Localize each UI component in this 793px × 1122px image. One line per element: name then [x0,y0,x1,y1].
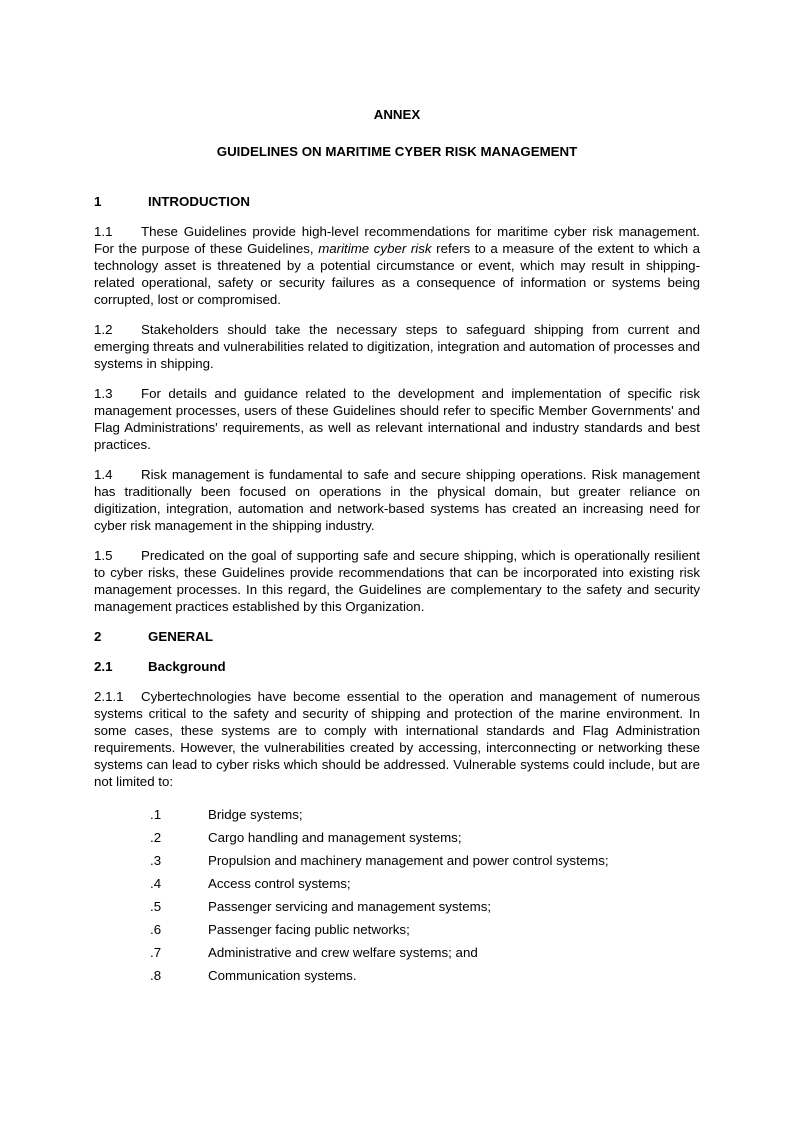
paragraph-1-4 [94,466,700,534]
paragraph-number: 1.5 [94,548,113,563]
paragraph-1-3 [94,385,700,453]
list-item [94,921,700,938]
paragraph-1-2 [94,321,700,372]
list-item-number: .4 [150,876,162,891]
paragraph-text: For details and guidance related to the development and implementation of specific risk management processes, users of these Guidelines should refer to specific Member Governments' and Flag Administrations' requirements, as well as relevant international and industry standards and best practices. [94,386,700,452]
document-title: GUIDELINES ON MARITIME CYBER RISK MANAGEMENT [216,144,578,159]
subsection-number: 2.1 [94,659,113,674]
list-item-number: .8 [150,968,162,983]
section-heading-text: INTRODUCTION [148,194,250,209]
subsection-heading-background [94,658,700,675]
list-item [94,944,700,961]
list-item-text: Cargo handling and management systems; [208,830,462,845]
paragraph-text: Predicated on the goal of supporting safe and secure shipping, which is operationally resilient to cyber risks, these Guidelines provide recommendations that can be incorporated into existing risk management processes. In this regard, the Guidelines are complementary to the safety and security management practices established by this Organization. [94,548,700,614]
paragraph-text: refers to a measure of the extent to which a technology asset is threatened by a potential circumstance or event, which may result in shipping-related operational, safety or security failures as a consequence of information or systems being corrupted, lost or compromised. [94,241,700,307]
subsection-heading-text: Background [148,659,226,674]
list-item [94,875,700,892]
list-item [94,898,700,915]
paragraph-number: 1.3 [94,386,113,401]
section-number: 1 [94,194,102,209]
paragraph-2-1-1 [94,688,700,790]
paragraph-text: Risk management is fundamental to safe and secure shipping operations. Risk management has traditionally been focused on operations in the physical domain, but greater reliance on digitization, integration, automation and network-based systems has created an increasing need for cyber risk management in the shipping industry. [94,467,700,533]
paragraph-text: These Guidelines provide high-level recommendations for maritime cyber risk management. For the purpose of these Guidelines, [94,224,700,256]
vulnerable-systems-list [94,806,700,984]
list-item-text: Passenger facing public networks; [208,922,410,937]
list-item-number: .6 [150,922,162,937]
list-item-text: Propulsion and machinery management and power control systems; [208,853,609,868]
section-heading-text: GENERAL [148,629,214,644]
list-item [94,806,700,823]
list-item [94,852,700,869]
paragraph-1-5 [94,547,700,615]
paragraph-number: 1.1 [94,224,113,239]
list-item-text: Passenger servicing and management systems; [208,899,492,914]
list-item-text: Communication systems. [208,968,357,983]
paragraph-number: 2.1.1 [94,689,124,704]
list-item-number: .2 [150,830,162,845]
list-item-number: .1 [150,807,162,822]
section-heading-general [94,628,700,645]
paragraph-1-1 [94,223,700,308]
section-number: 2 [94,629,102,644]
paragraph-text: Stakeholders should take the necessary steps to safeguard shipping from current and emerging threats and vulnerabilities related to digitization, integration and automation of processes and systems in shipping. [94,322,700,371]
list-item [94,829,700,846]
paragraph-text: Cybertechnologies have become essential to the operation and management of numerous systems critical to the safety and security of shipping and protection of the marine environment. In some cases, these systems are to comply with international standards and Flag Administration requirements. However, the vulnerabilities created by accessing, interconnecting or networking these systems can lead to cyber risks which should be addressed. Vulnerable systems could include, but are not limited to: [94,689,700,789]
list-item-text: Administrative and crew welfare systems; and [208,945,478,960]
page-content [94,106,700,990]
list-item-number: .7 [150,945,162,960]
list-item-number: .3 [150,853,162,868]
list-item [94,967,700,984]
list-item-text: Bridge systems; [208,807,303,822]
section-heading-introduction [94,193,700,210]
italic-term: maritime cyber risk [318,241,432,256]
annex-label: ANNEX [373,107,421,122]
list-item-number: .5 [150,899,162,914]
paragraph-number: 1.4 [94,467,113,482]
list-item-text: Access control systems; [208,876,351,891]
paragraph-number: 1.2 [94,322,113,337]
